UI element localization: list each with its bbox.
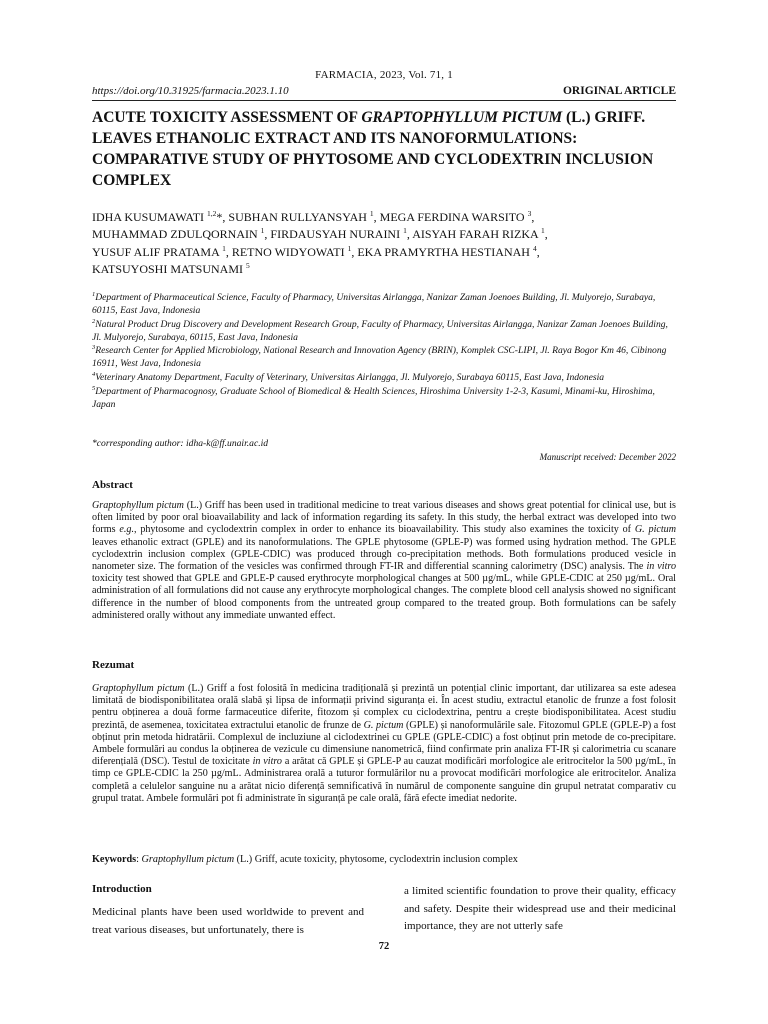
author-affiliation-marker: 1 <box>403 226 407 236</box>
affiliation-number: 4 <box>92 371 96 379</box>
author-name: MUHAMMAD ZDULQORNAIN <box>92 227 261 242</box>
rezumat-text-3: a arătat că GPLE și GPLE-P au cauzat modificări morfologice ale eritrocitelor la 500 µg/mL, în timp ce GPLE-CDIC la 250 µg/mL. Administrarea orală a tuturor formulărilor nu a provocat modificări morfologice ale eritrocitelor. Analiza completă a celulelor sanguine nu a arătat nicio diferență semnificativă în numărul de componente sanguine din grupul netratat comparativ cu grupul tratat. Ambele formulări pot fi administrate în siguranță pe cale orală, fără efecte imediat nedorite. <box>92 756 676 804</box>
author-name: AISYAH FARAH RIZKA <box>412 227 541 242</box>
manuscript-received: Manuscript received: December 2022 <box>539 452 676 462</box>
title-post: (L.) GRIFF. LEAVES ETHANOLIC EXTRACT AND ITS NANOFORMULATIONS: COMPARATIVE STUDY OF PHYTOSOME AND CYCLODEXTRIN INCLUSION COMPLEX <box>92 109 654 189</box>
author-affiliation-marker: 4 <box>532 243 537 253</box>
rezumat-text-2: (GPLE) și nanoformulările sale. Fitozomul GPLE (GPLE-P) a fost obținut prin metoda hidratării. Complexul de incluziune al ciclodextrinei cu GPLE (GPLE-CDIC) a fost obținut prin metode de co-precipitare. Ambele formulări au condus la obținerea de vezicule cu dimensiune nanometrică, fiind confirmate prin analiza FT-IR și calorimetria cu scanare diferențială (DSC). Testul de toxicitate <box>92 719 676 768</box>
abstract-invitro: in vitro <box>646 561 676 573</box>
affiliation-item <box>92 318 676 344</box>
author-separator: , <box>264 227 271 242</box>
affiliation-item <box>92 371 676 384</box>
rezumat-text-1: (L.) Griff a fost folosită în medicina tradițională și prezintă un potențial clinic important, dar utilizarea sa este adesea limitată de biodisponibilitatea orală slabă și lipsa de informații privind siguranța ei. În acest studiu, extractul etanolic de frunze a fost folosit pentru obținerea a două forme farmaceutice diferite, fitozom și complex cu ciclodextrina, pentru a crește biodisponibilitatea. Acest studiu prezintă, de asemenea, toxicitatea extractului etanolic de frunze de <box>92 683 676 731</box>
doi-link[interactable]: https://doi.org/10.31925/farmacia.2023.1.10 <box>92 85 289 97</box>
corresponding-author: *corresponding author: idha-k@ff.unair.ac.id <box>92 438 269 449</box>
author-separator: , <box>373 210 380 224</box>
keywords-label: Keywords <box>92 854 137 865</box>
affiliation-item <box>92 344 676 370</box>
keywords <box>92 854 676 865</box>
keywords-rest: (L.) Griff, acute toxicity, phytosome, cyclodextrin inclusion complex <box>234 854 518 865</box>
author-affiliation-marker: 1 <box>541 226 545 236</box>
affiliation-number: 1 <box>92 291 96 298</box>
affiliation-number: 5 <box>92 384 96 392</box>
rezumat-species: Graptophyllum pictum <box>92 683 185 694</box>
author-separator: , <box>406 227 413 242</box>
author-name: KATSUYOSHI MATSUNAMI <box>92 262 247 277</box>
abstract-species-short: G. pictum <box>634 524 677 536</box>
author-separator: , <box>536 244 540 259</box>
author-affiliation-marker: 1 <box>260 226 265 236</box>
page-number: 72 <box>378 941 390 952</box>
abstract-text-4: toxicity test showed that GPLE and GPLE-P caused erythrocyte morphological changes at 500 µg/mL, while GPLE-CDIC at 250 µg/mL. Oral administration of all formulations did not cause any erythrocyte morphological changes. The complete blood cell analysis showed no significant difference in the number of blood components from the untreated group compared to the treated group. Both formulations can be safely administered orally without any immediate unwanted effect. <box>92 573 676 621</box>
rezumat-heading: Rezumat <box>92 659 135 671</box>
author-affiliation-marker: 5 <box>246 261 250 271</box>
author-name: SUBHAN RULLYANSYAH <box>228 210 370 224</box>
abstract-text-1: (L.) Griff has been used in traditional medicine to treat various diseases and shows great potential for clinical use, but is often limited by poor oral bioavailability and lack of information regarding its safety. In this study, the herbal extract was developed into two forms <box>92 500 676 536</box>
rezumat-body <box>92 683 676 805</box>
affiliations <box>92 291 676 411</box>
abstract-body <box>92 500 676 622</box>
affiliation-item <box>92 385 676 411</box>
affiliation-item <box>92 291 676 317</box>
affiliation-text: Veterinary Anatomy Department, Faculty of Veterinary, Universitas Airlangga, Jl. Mulyorejo, Surabaya 60115, East Java, Indonesia <box>95 372 605 384</box>
rezumat-species-short: G. pictum <box>363 719 404 731</box>
abstract-text-2: , phytosome and cyclodextrin complex in order to enhance its bioavailability. This study also examines the toxicity of <box>133 524 635 536</box>
journal-header: FARMACIA, 2023, Vol. 71, 1 <box>315 69 453 81</box>
affiliation-number: 3 <box>92 344 96 352</box>
abstract-text-3: leaves ethanolic extract (GPLE) and its nanoformulations. The GPLE phytosome (GPLE-P) was formed using hydration method. The GPLE cyclodextrin inclusion complex (GPLE-CDIC) was produced through co-precipitation methods. Both formulations produced vesicle in nanometer size. The formation of the vesicles was confirmed through FT-IR and differential scanning calorimetry (DSC) analysis. The <box>92 536 676 573</box>
introduction-heading: Introduction <box>92 883 152 895</box>
author-separator: , <box>531 210 535 224</box>
affiliation-text: Research Center for Applied Microbiology, National Research and Innovation Agency (BRIN), Komplek CSC-LIPI, Jl. Raya Bogor Km 46, Cibinong 16911, West Java, Indonesia <box>92 345 667 370</box>
abstract-species: Graptophyllum pictum <box>92 500 184 511</box>
affiliation-number: 2 <box>92 317 96 325</box>
author-name: EKA PRAMYRTHA HESTIANAH <box>357 244 533 259</box>
keywords-sep: : <box>136 854 142 865</box>
affiliation-text: Natural Product Drug Discovery and Development Research Group, Faculty of Pharmacy, Universitas Airlangga, Nanizar Zaman Joenoes Building, Jl. Mulyorejo, Surabaya, 60115, East Java, Indonesia <box>92 318 668 343</box>
article-type-label: ORIGINAL ARTICLE <box>562 85 676 97</box>
author-separator: , <box>351 244 358 259</box>
introduction-left-column: Medicinal plants have been used worldwide to prevent and treat various diseases, but unfortunately, there is <box>92 906 364 936</box>
abstract-eg: e.g. <box>119 524 134 536</box>
author-name: IDHA KUSUMAWATI <box>92 210 208 224</box>
author-separator: *, <box>216 210 229 224</box>
author-name: YUSUF ALIF PRATAMA <box>92 244 223 259</box>
author-separator: , <box>225 244 232 259</box>
author-affiliation-marker: 1 <box>369 209 374 218</box>
introduction-right-column: a limited scientific foundation to prove their quality, efficacy and safety. Despite their widespread use and their medicinal importance, they are not utterly safe <box>404 885 676 932</box>
author-name: RETNO WIDYOWATI <box>231 244 348 259</box>
affiliation-text: Department of Pharmacognosy, Graduate School of Biomedical & Health Sciences, Hiroshima University 1-2-3, Kasumi, Minami-ku, Hiroshima, Japan <box>92 385 655 410</box>
title-species: GRAPTOPHYLLUM PICTUM <box>361 109 563 126</box>
title-pre: ACUTE TOXICITY ASSESSMENT OF <box>92 109 362 126</box>
author-list <box>92 209 676 279</box>
author-affiliation-marker: 1 <box>222 243 226 253</box>
author-affiliation-marker: 3 <box>527 209 532 218</box>
doi-row <box>92 84 676 101</box>
abstract-heading: Abstract <box>92 479 133 491</box>
author-name: FIRDAUSYAH NURAINI <box>270 227 404 242</box>
author-affiliation-marker: 1 <box>347 243 352 253</box>
article-title <box>92 107 676 191</box>
rezumat-invitro: in vitro <box>252 756 282 768</box>
author-name: MEGA FERDINA WARSITO <box>379 210 528 224</box>
keywords-species: Graptophyllum pictum <box>141 854 235 865</box>
author-separator: , <box>544 227 548 242</box>
affiliation-text: Department of Pharmaceutical Science, Faculty of Pharmacy, Universitas Airlangga, Nanizar Zaman Joenoes Building, Jl. Mulyorejo, Surabaya, 60115, East Java, Indonesia <box>92 292 656 317</box>
author-affiliation-marker: 1,2 <box>207 209 217 218</box>
